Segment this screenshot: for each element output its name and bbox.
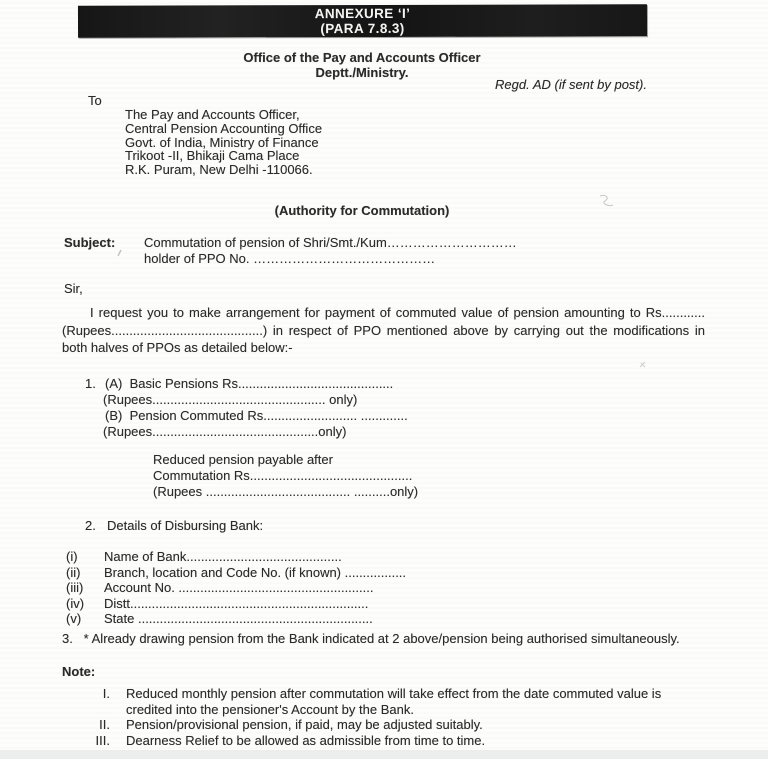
- regd-ad-note: Regd. AD (if sent by post).: [495, 77, 647, 92]
- office-heading: [0, 51, 724, 80]
- bank-field-index: (v): [66, 611, 82, 627]
- address-line: Govt. of India, Ministry of Finance: [125, 134, 319, 150]
- note-text: Reduced monthly pension after commutation will take effect from the date commuted value is credited into the pensioner's Account by the Bank.: [126, 686, 662, 717]
- office-line1: Office of the Pay and Accounts Officer: [243, 50, 481, 65]
- scan-artifact-squiggle: [596, 193, 618, 213]
- item2-number: 2.: [85, 518, 96, 533]
- note-index: I.: [102, 686, 110, 701]
- address-line: R.K. Puram, New Delhi -110066.: [125, 162, 313, 178]
- bank-field-index: (iv): [66, 595, 85, 611]
- reduced-pension-block: [153, 452, 418, 500]
- note-row: [88, 717, 708, 733]
- bank-state-field: State .................................................................: [104, 611, 373, 627]
- note-label: Note:: [62, 664, 96, 679]
- bank-field-index: (iii): [66, 580, 84, 596]
- item1a-rupees-field: (Rupees................................................ only): [103, 392, 358, 407]
- salutation: Sir,: [64, 281, 83, 296]
- subject-line1: Commutation of pension of Shri/Smt./Kum…………………………: [144, 235, 517, 250]
- scan-edge-strip: [0, 750, 768, 759]
- address-line: The Pay and Accounts Officer,: [125, 107, 300, 122]
- scan-artifact-tick: [116, 249, 123, 258]
- bank-field-index: (i): [66, 549, 78, 564]
- item1-pension-amounts: [85, 376, 408, 440]
- subject-label: Subject:: [64, 235, 116, 250]
- subject-block: [64, 235, 517, 267]
- annexure-title: ANNEXURE ‘I’: [314, 5, 411, 22]
- item2-title: Details of Disbursing Bank:: [107, 518, 264, 533]
- bank-field-row: [66, 596, 406, 612]
- note-text: Pension/provisional pension, if paid, may be adjusted suitably.: [126, 717, 483, 733]
- item1b-rupees-field: (Rupees..............................................only): [103, 424, 347, 439]
- reduced-pension-line1: Reduced pension payable after: [153, 452, 333, 467]
- bank-field-row: [66, 549, 406, 565]
- annexure-para-ref: (PARA 7.8.3): [320, 20, 405, 37]
- scan-artifact-mark: [638, 360, 648, 370]
- item1a-label: (A): [105, 376, 123, 391]
- recipient-address: [125, 108, 322, 177]
- reduced-pension-commutation-field: Commutation Rs.............................................: [153, 468, 413, 483]
- note-index: III.: [95, 732, 110, 748]
- note-index: II.: [99, 717, 110, 733]
- opening-paragraph: I request you to make arrangement for payment of commuted value of pension amounting to Rs............ (Rupees..........................................) in respect of PPO mentioned above by carrying out the modifications in both halves of PPOs as detailed below:-: [62, 305, 705, 355]
- bank-branch-field: Branch, location and Code No. (if known) .................: [104, 564, 407, 580]
- note-row: [88, 733, 708, 749]
- bank-district-field: Distt..................................................................: [104, 595, 369, 611]
- notes-list: [88, 686, 708, 748]
- subject-line2: holder of PPO No. ……………………………………: [144, 251, 436, 266]
- item1-number: 1.: [85, 376, 96, 391]
- item1b-label: (B): [105, 408, 123, 423]
- office-line2: Deptt./Ministry.: [315, 64, 409, 80]
- bank-field-index: (ii): [66, 564, 81, 580]
- note-text: Dearness Relief to be allowed as admissible from time to time.: [126, 732, 486, 748]
- reduced-pension-rupees-field: (Rupees ........................................ ..........only): [153, 484, 419, 499]
- address-line: Trikoot -II, Bhikaji Cama Place: [125, 148, 300, 164]
- item2-disbursing-bank-heading: [85, 518, 263, 533]
- address-line: Central Pension Accounting Office: [125, 120, 323, 136]
- to-label: To: [88, 93, 102, 108]
- bank-field-row: [66, 565, 406, 581]
- bank-details-list: [66, 549, 406, 627]
- bank-field-row: [66, 611, 406, 627]
- bank-name-field: Name of Bank...........................................: [104, 549, 342, 564]
- bank-field-row: [66, 580, 406, 596]
- note-row: [88, 686, 708, 717]
- bank-account-field: Account No. ......................................................: [104, 580, 374, 596]
- annexure-banner: [78, 4, 647, 37]
- item3-already-drawing-pension: 3. * Already drawing pension from the Bank indicated at 2 above/pension being authorised simultaneously.: [62, 631, 680, 646]
- item1b-pension-commuted-field: Pension Commuted Rs.......................... .............: [129, 408, 408, 423]
- item1a-basic-pension-field: Basic Pensions Rs...........................................: [129, 376, 394, 391]
- authority-heading: (Authority for Commutation): [274, 203, 450, 218]
